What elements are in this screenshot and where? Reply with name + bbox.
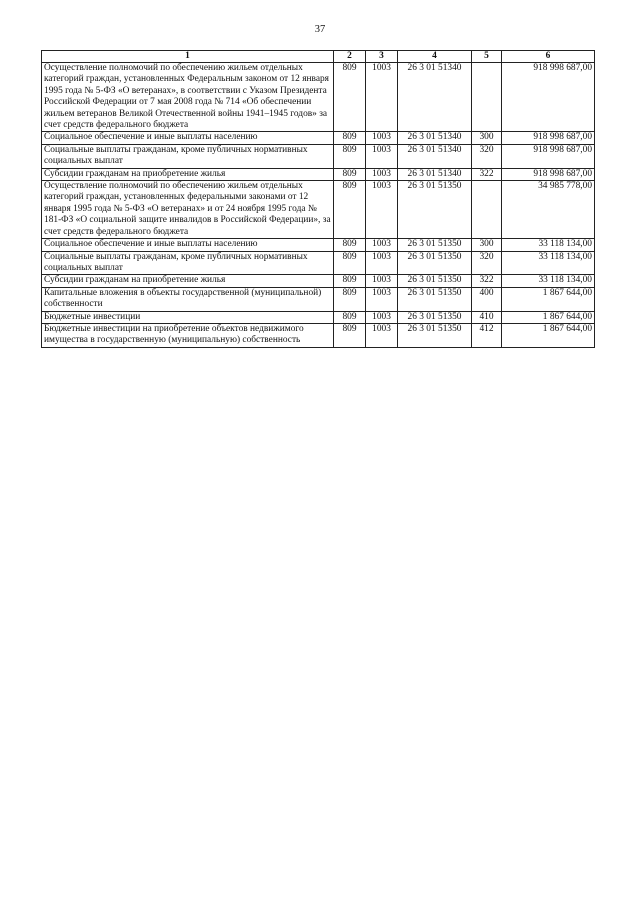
row-section-code: 1003 xyxy=(366,168,398,180)
row-ministry-code: 809 xyxy=(334,239,366,251)
header-row xyxy=(42,51,595,63)
row-expense-type: 300 xyxy=(472,239,502,251)
row-name: Бюджетные инвестиции xyxy=(42,311,334,323)
row-section-code: 1003 xyxy=(366,275,398,287)
row-expense-type: 410 xyxy=(472,311,502,323)
table-row xyxy=(42,181,595,239)
row-ministry-code: 809 xyxy=(334,63,366,132)
row-ministry-code: 809 xyxy=(334,132,366,144)
row-name: Субсидии гражданам на приобретение жилья xyxy=(42,275,334,287)
row-name: Бюджетные инвестиции на приобретение объектов недвижимого имущества в государственную (муниципальную) собственность xyxy=(42,323,334,347)
table-header xyxy=(42,51,595,63)
row-name: Социальные выплаты гражданам, кроме публичных нормативных социальных выплат xyxy=(42,251,334,275)
table-row xyxy=(42,275,595,287)
row-expense-type: 320 xyxy=(472,251,502,275)
column-header-6: 6 xyxy=(502,51,595,63)
row-expense-type: 300 xyxy=(472,132,502,144)
table-row xyxy=(42,168,595,180)
table-row xyxy=(42,144,595,168)
row-name: Капитальные вложения в объекты государственной (муниципальной) собственности xyxy=(42,287,334,311)
table-row xyxy=(42,132,595,144)
row-expense-type: 322 xyxy=(472,168,502,180)
row-name: Социальное обеспечение и иные выплаты населению xyxy=(42,239,334,251)
column-header-4: 4 xyxy=(398,51,472,63)
row-target-article: 26 3 01 51350 xyxy=(398,311,472,323)
row-ministry-code: 809 xyxy=(334,168,366,180)
row-expense-type: 320 xyxy=(472,144,502,168)
column-header-3: 3 xyxy=(366,51,398,63)
column-header-1: 1 xyxy=(42,51,334,63)
row-ministry-code: 809 xyxy=(334,275,366,287)
row-name: Социальные выплаты гражданам, кроме публичных нормативных социальных выплат xyxy=(42,144,334,168)
row-target-article: 26 3 01 51350 xyxy=(398,287,472,311)
table-row xyxy=(42,287,595,311)
column-header-2: 2 xyxy=(334,51,366,63)
row-section-code: 1003 xyxy=(366,63,398,132)
row-name: Субсидии гражданам на приобретение жилья xyxy=(42,168,334,180)
row-amount: 918 998 687,00 xyxy=(502,132,595,144)
row-amount: 34 985 778,00 xyxy=(502,181,595,239)
row-ministry-code: 809 xyxy=(334,311,366,323)
row-section-code: 1003 xyxy=(366,132,398,144)
row-expense-type: 400 xyxy=(472,287,502,311)
table-row xyxy=(42,311,595,323)
row-section-code: 1003 xyxy=(366,323,398,347)
page-number: 37 xyxy=(314,24,326,35)
row-amount: 1 867 644,00 xyxy=(502,323,595,347)
row-section-code: 1003 xyxy=(366,251,398,275)
row-ministry-code: 809 xyxy=(334,181,366,239)
row-ministry-code: 809 xyxy=(334,323,366,347)
row-target-article: 26 3 01 51350 xyxy=(398,239,472,251)
row-amount: 33 118 134,00 xyxy=(502,239,595,251)
row-expense-type: 412 xyxy=(472,323,502,347)
row-amount: 918 998 687,00 xyxy=(502,168,595,180)
row-name: Социальное обеспечение и иные выплаты населению xyxy=(42,132,334,144)
row-target-article: 26 3 01 51350 xyxy=(398,275,472,287)
row-section-code: 1003 xyxy=(366,181,398,239)
row-target-article: 26 3 01 51340 xyxy=(398,168,472,180)
row-target-article: 26 3 01 51340 xyxy=(398,144,472,168)
row-target-article: 26 3 01 51340 xyxy=(398,132,472,144)
table-body xyxy=(42,63,595,348)
row-amount: 918 998 687,00 xyxy=(502,144,595,168)
row-target-article: 26 3 01 51340 xyxy=(398,63,472,132)
budget-table xyxy=(41,50,595,348)
row-amount: 1 867 644,00 xyxy=(502,287,595,311)
table-row xyxy=(42,323,595,347)
row-name: Осуществление полномочий по обеспечению жильем отдельных категорий граждан, установленных Федеральным законом от 12 января 1995 года № 5-ФЗ «О ветеранах», в соответствии с Указом Президента Российской Федерации от 7 мая 2008 года № 714 «Об обеспечении жильем ветеранов Великой Отечественной войны 1941–1945 годов» за счет средств федерального бюджета xyxy=(42,63,334,132)
row-expense-type xyxy=(472,63,502,132)
table-row xyxy=(42,239,595,251)
row-target-article: 26 3 01 51350 xyxy=(398,323,472,347)
row-ministry-code: 809 xyxy=(334,287,366,311)
row-ministry-code: 809 xyxy=(334,144,366,168)
row-expense-type xyxy=(472,181,502,239)
table-row xyxy=(42,251,595,275)
row-target-article: 26 3 01 51350 xyxy=(398,251,472,275)
row-amount: 1 867 644,00 xyxy=(502,311,595,323)
row-amount: 33 118 134,00 xyxy=(502,275,595,287)
row-amount: 33 118 134,00 xyxy=(502,251,595,275)
row-expense-type: 322 xyxy=(472,275,502,287)
row-section-code: 1003 xyxy=(366,311,398,323)
row-name: Осуществление полномочий по обеспечению жильем отдельных категорий граждан, установленных федеральными законами от 12 января 1995 года № 5-ФЗ «О ветеранах» и от 24 ноября 1995 года № 181-ФЗ «О социальной защите инвалидов в Российской Федерации», за счет средств федерального бюджета xyxy=(42,181,334,239)
table-row xyxy=(42,63,595,132)
row-section-code: 1003 xyxy=(366,144,398,168)
row-section-code: 1003 xyxy=(366,239,398,251)
row-section-code: 1003 xyxy=(366,287,398,311)
row-ministry-code: 809 xyxy=(334,251,366,275)
row-amount: 918 998 687,00 xyxy=(502,63,595,132)
column-header-5: 5 xyxy=(472,51,502,63)
row-target-article: 26 3 01 51350 xyxy=(398,181,472,239)
